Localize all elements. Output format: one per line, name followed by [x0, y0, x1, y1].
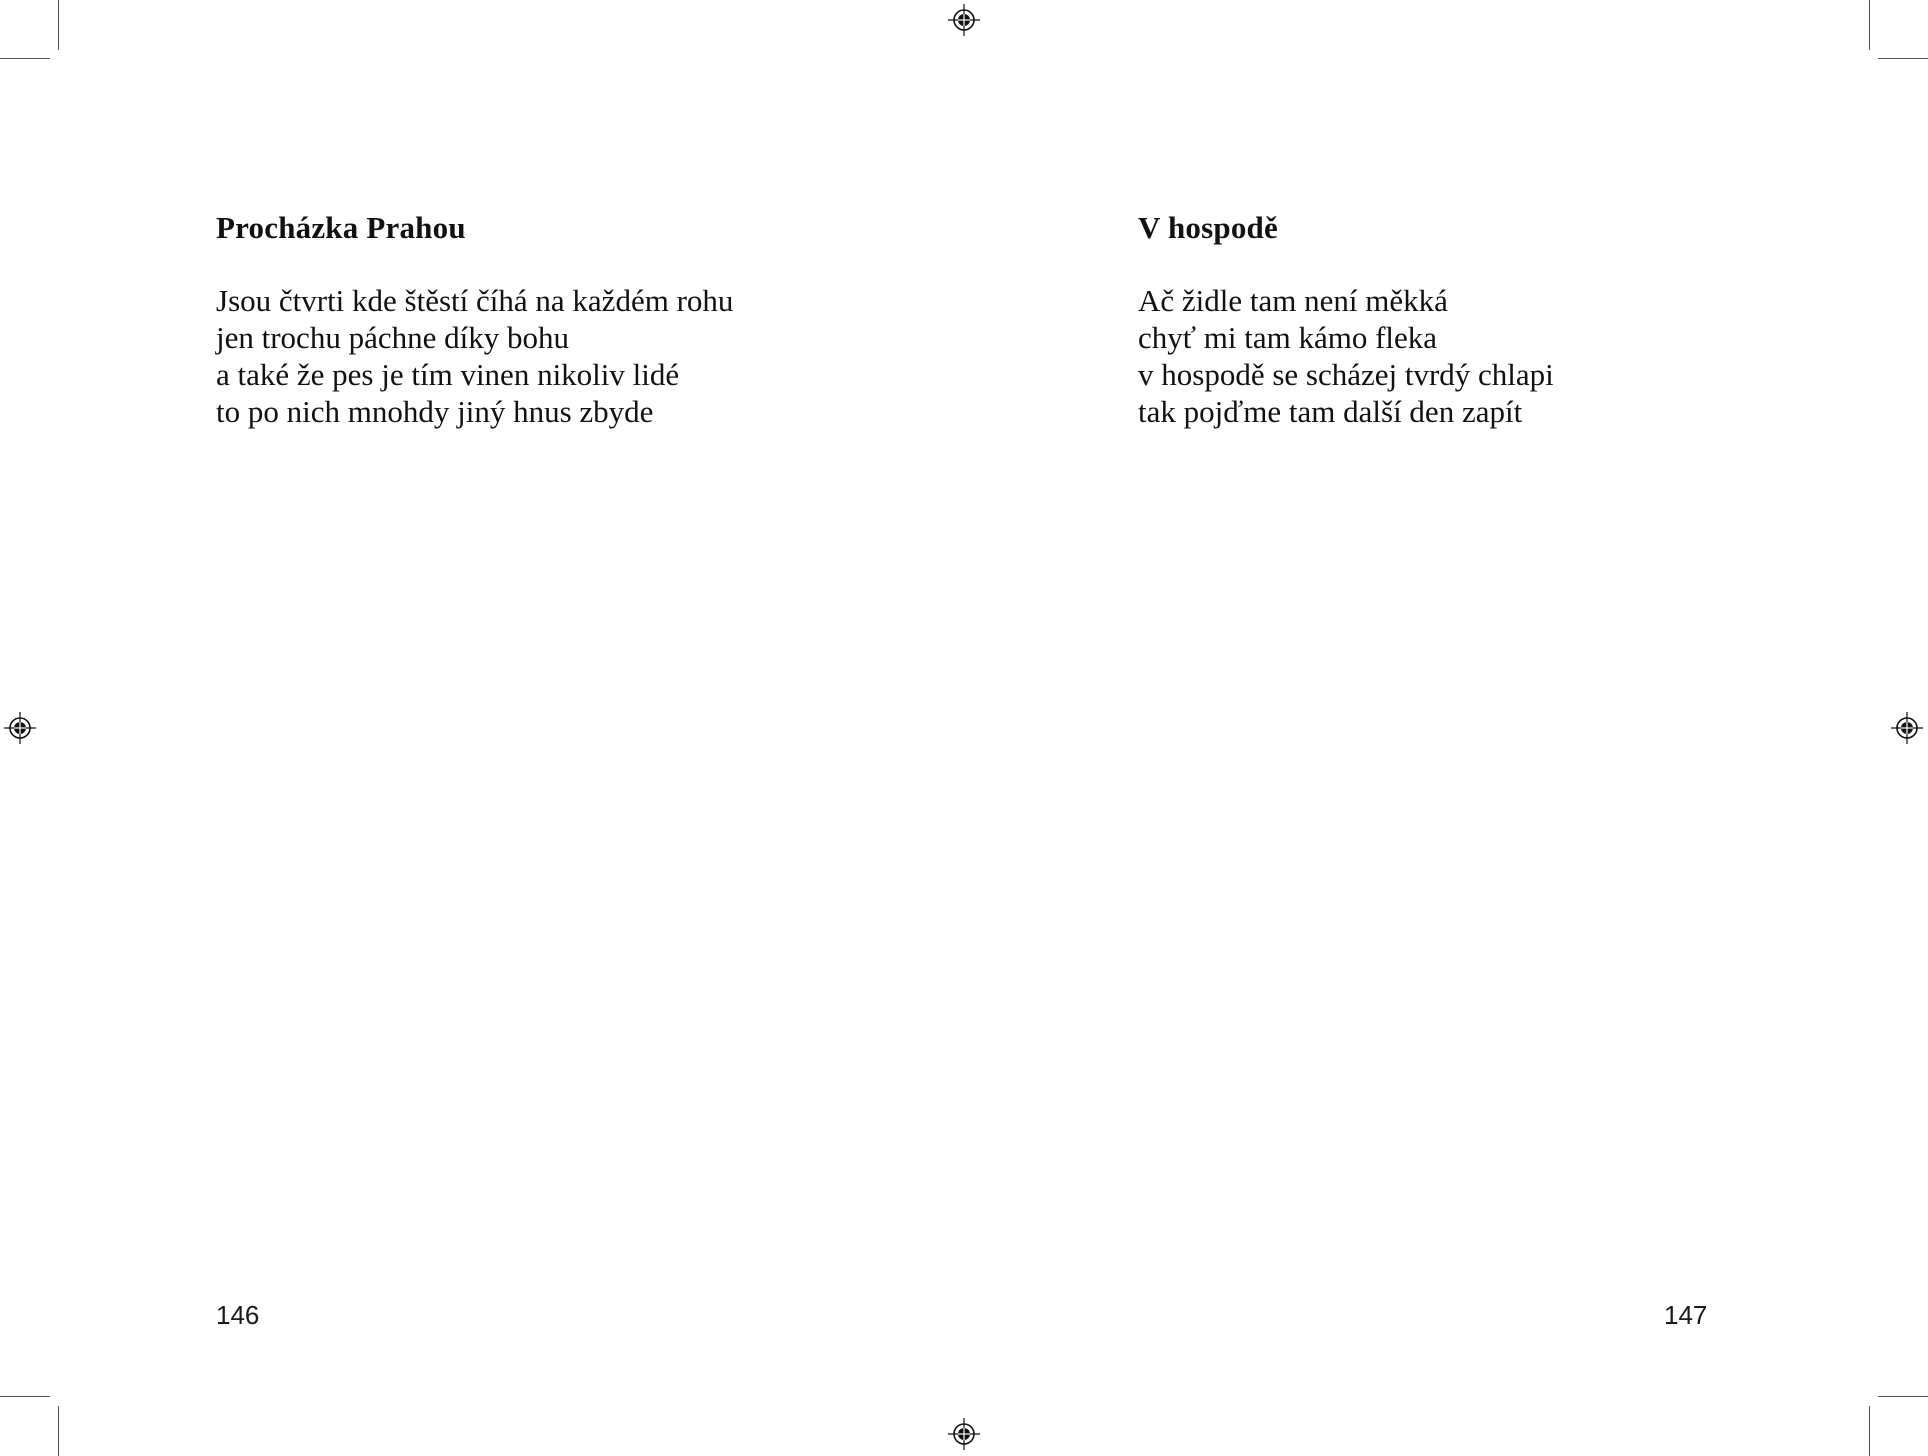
registration-target-icon: [948, 4, 980, 36]
poem-title: V hospodě: [1138, 210, 1278, 245]
crop-mark-bottom-left-horizontal: [0, 1396, 50, 1397]
poem-title: Procházka Prahou: [216, 210, 466, 245]
registration-target-icon: [1891, 712, 1923, 744]
crop-mark-top-right-vertical: [1869, 0, 1870, 50]
poem-prochazka-prahou: [216, 210, 733, 430]
crop-mark-bottom-left-vertical: [58, 1406, 59, 1456]
poem-stanza: [1138, 282, 1554, 430]
crop-mark-top-left-horizontal: [0, 58, 50, 59]
poem-line: v hospodě se scházej tvrdý chlapi: [1138, 357, 1554, 392]
right-page: [964, 0, 1928, 1456]
crop-mark-top-right-horizontal: [1878, 58, 1928, 59]
crop-mark-top-left-vertical: [58, 0, 59, 50]
crop-mark-bottom-right-horizontal: [1878, 1396, 1928, 1397]
poem-line: to po nich mnohdy jiný hnus zbyde: [216, 394, 654, 429]
page-number: 147: [1664, 1300, 1708, 1330]
poem-line: tak pojďme tam další den zapít: [1138, 394, 1523, 429]
page-number: 146: [216, 1300, 260, 1330]
poem-v-hospode: [1138, 210, 1554, 430]
poem-line: jen trochu páchne díky bohu: [216, 320, 569, 355]
poem-line: Ač židle tam není měkká: [1138, 283, 1448, 318]
crop-mark-bottom-right-vertical: [1869, 1406, 1870, 1456]
registration-target-icon: [4, 712, 36, 744]
poem-line: Jsou čtvrti kde štěstí číhá na každém rohu: [216, 283, 734, 318]
poem-line: a také že pes je tím vinen nikoliv lidé: [216, 357, 680, 392]
registration-target-icon: [948, 1418, 980, 1450]
poem-line: chyť mi tam kámo fleka: [1138, 320, 1438, 355]
poem-stanza: [216, 282, 733, 430]
